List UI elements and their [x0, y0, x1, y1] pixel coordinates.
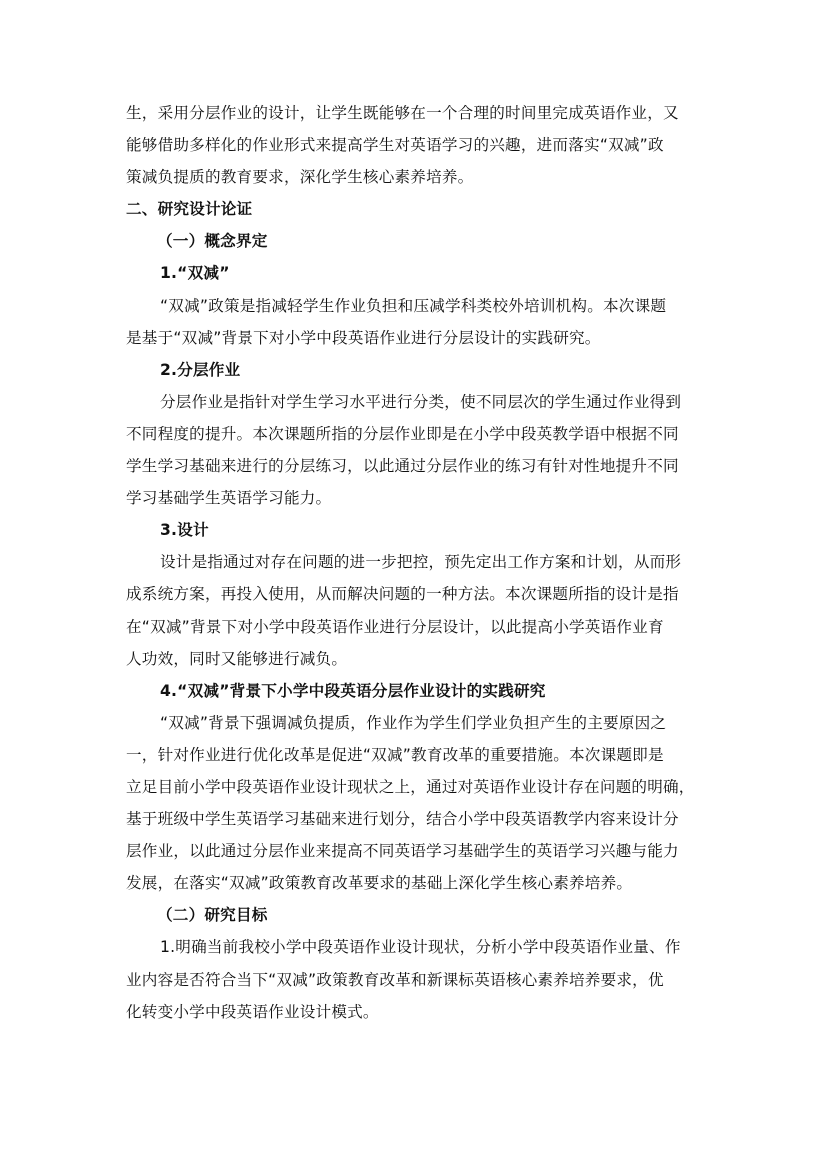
item-heading: 2.分层作业: [160, 360, 241, 379]
subsection-heading: （二）研究目标: [157, 906, 268, 925]
paragraph-line: 立足目前小学中段英语作业设计现状之上，通过对英语作业设计存在问题的明确，: [126, 777, 695, 796]
paragraph-line: 层作业，以此通过分层作业来提高不同英语学习基础学生的英语学习兴趣与能力: [126, 842, 679, 861]
paragraph-line: 在“双减”背景下对小学中段英语作业进行分层设计，以此提高小学英语作业育: [126, 617, 664, 636]
section-heading: 二、研究设计论证: [126, 200, 253, 219]
paragraph-line: 学生学习基础来进行的分层练习，以此通过分层作业的练习有针对性地提升不同: [126, 457, 679, 476]
paragraph-line: 化转变小学中段英语作业设计模式。: [126, 1002, 379, 1021]
item-heading: 1.“双减”: [160, 264, 230, 283]
paragraph-line: 设计是指通过对存在问题的进一步把控，预先定出工作方案和计划，从而形: [160, 553, 682, 572]
subsection-heading: （一）概念界定: [157, 232, 268, 251]
paragraph-line: “双减”背景下强调减负提质，作业作为学生们学业负担产生的主要原因之: [160, 713, 667, 732]
paragraph-line: 分层作业是指针对学生学习水平进行分类，使不同层次的学生通过作业得到: [160, 392, 682, 411]
paragraph-line: 一，针对作业进行优化改革是促进“双减”教育改革的重要措施。本次课题即是: [126, 745, 664, 764]
paragraph-line: 策减负提质的教育要求，深化学生核心素养培养。: [126, 168, 474, 187]
paragraph-line: 业内容是否符合当下“双减”政策教育改革和新课标英语核心素养培养要求，优: [126, 970, 664, 989]
paragraph-line: 能够借助多样化的作业形式来提高学生对英语学习的兴趣，进而落实“双减”政: [126, 136, 664, 155]
paragraph-line: 基于班级中学生英语学习基础来进行划分，结合小学中段英语教学内容来设计分: [126, 810, 679, 829]
paragraph-line: 1.明确当前我校小学中段英语作业设计现状，分析小学中段英语作业量、作: [160, 938, 681, 957]
paragraph-line: 成系统方案，再投入使用，从而解决问题的一种方法。本次课题所指的设计是指: [126, 585, 679, 604]
paragraph-line: 人功效，同时又能够进行减负。: [126, 649, 348, 668]
document-body: [126, 97, 708, 1028]
paragraph-line: 学习基础学生英语学习能力。: [126, 489, 332, 508]
item-heading: 4.“双减”背景下小学中段英语分层作业设计的实践研究: [160, 681, 546, 700]
item-heading: 3.设计: [160, 521, 209, 540]
paragraph-line: “双减”政策是指减轻学生作业负担和压减学科类校外培训机构。本次课题: [160, 296, 667, 315]
paragraph-line: 发展，在落实“双减”政策教育改革要求的基础上深化学生核心素养培养。: [126, 874, 633, 893]
paragraph-line: 不同程度的提升。本次课题所指的分层作业即是在小学中段英教学语中根据不同: [126, 424, 679, 443]
paragraph-line: 是基于“双减”背景下对小学中段英语作业进行分层设计的实践研究。: [126, 328, 601, 347]
paragraph-line: 生，采用分层作业的设计，让学生既能够在一个合理的时间里完成英语作业，又: [126, 104, 679, 122]
